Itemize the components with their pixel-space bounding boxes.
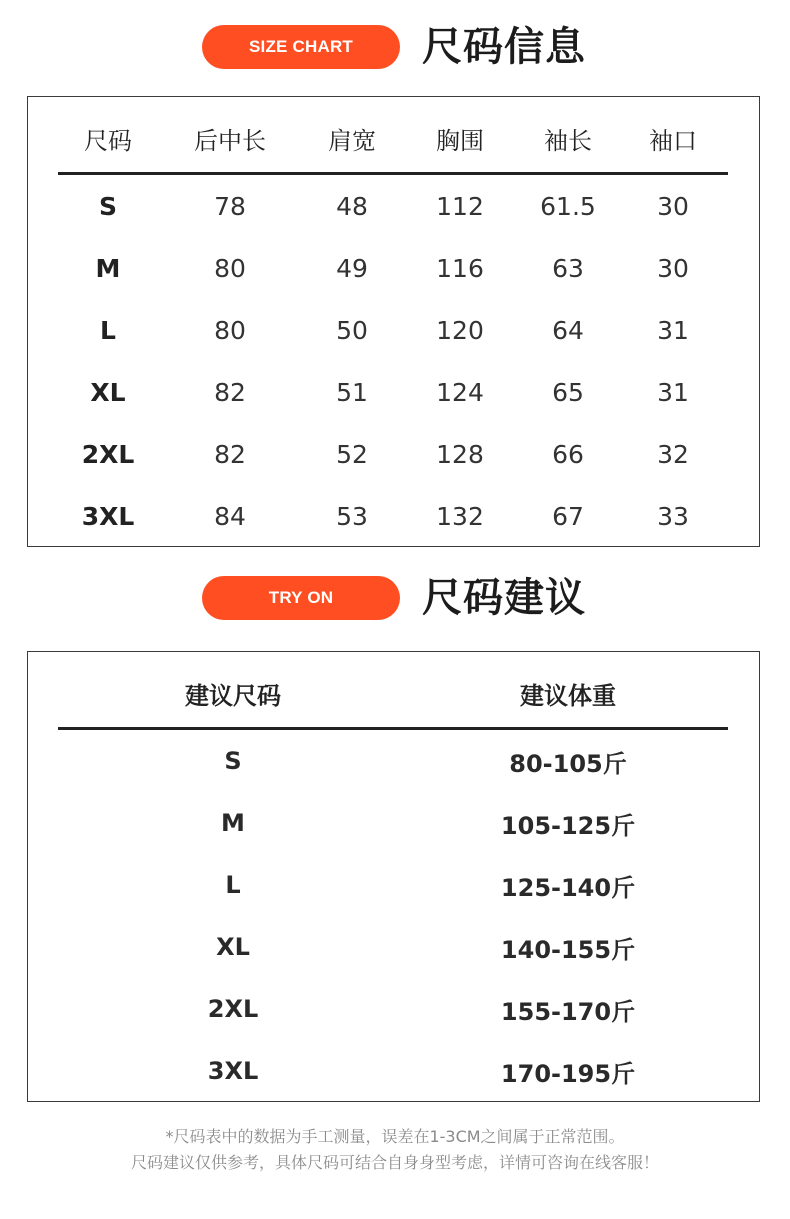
header-sleeve-length: 袖长 — [518, 104, 618, 174]
cell-chest: 132 — [436, 501, 484, 531]
table-row — [58, 916, 728, 978]
cell-weight: 125-140斤 — [500, 873, 636, 902]
table-row — [58, 423, 728, 485]
cell-cuff: 32 — [657, 439, 689, 469]
table-row — [58, 729, 728, 793]
cell-cuff: 31 — [657, 377, 689, 407]
cell-size: XL — [90, 377, 126, 407]
cell-size: 3XL — [81, 501, 135, 531]
cell-cuff: 30 — [657, 191, 689, 221]
cell-chest: 116 — [436, 253, 484, 283]
table-row — [58, 485, 728, 547]
try-on-box — [27, 651, 760, 1102]
cell-cuff: 30 — [657, 253, 689, 283]
cell-size: M — [221, 809, 245, 837]
table-row — [58, 978, 728, 1040]
cell-shoulder: 51 — [336, 377, 368, 407]
size-chart-header — [0, 18, 790, 78]
header-cuff: 袖口 — [618, 104, 728, 174]
header-suggested-size: 建议尺码 — [58, 659, 408, 729]
cell-shoulder: 48 — [336, 191, 368, 221]
table-row — [58, 854, 728, 916]
cell-weight: 170-195斤 — [500, 1059, 636, 1088]
table-row — [58, 1040, 728, 1102]
cell-weight: 140-155斤 — [500, 935, 636, 964]
cell-chest: 120 — [436, 315, 484, 345]
cell-sleeve-length: 61.5 — [540, 191, 596, 221]
table-row — [58, 174, 728, 238]
cell-size: S — [98, 191, 117, 221]
header-suggested-weight: 建议体重 — [408, 659, 728, 729]
size-chart-title: 尺码信息 — [422, 24, 586, 70]
try-on-title: 尺码建议 — [422, 575, 586, 621]
cell-sleeve-length: 64 — [552, 315, 584, 345]
cell-cuff: 33 — [657, 501, 689, 531]
size-chart-header-row — [58, 104, 728, 174]
header-shoulder: 肩宽 — [302, 104, 402, 174]
cell-chest: 124 — [436, 377, 484, 407]
size-chart-table — [58, 104, 728, 547]
cell-shoulder: 50 — [336, 315, 368, 345]
cell-sleeve-length: 63 — [552, 253, 584, 283]
cell-back-length: 80 — [214, 253, 246, 283]
cell-cuff: 31 — [657, 315, 689, 345]
try-on-header-row — [58, 659, 728, 729]
cell-back-length: 80 — [214, 315, 246, 345]
try-on-badge: TRY ON — [202, 576, 400, 620]
cell-back-length: 82 — [214, 439, 246, 469]
measurement-note: *尺码表中的数据为手工测量，误差在1-3CM之间属于正常范围。 — [165, 1127, 625, 1146]
cell-size: XL — [216, 933, 250, 961]
cell-chest: 112 — [436, 191, 484, 221]
cell-size: L — [225, 871, 241, 899]
cell-chest: 128 — [436, 439, 484, 469]
cell-back-length: 82 — [214, 377, 246, 407]
cell-sleeve-length: 67 — [552, 501, 584, 531]
cell-weight: 80-105斤 — [509, 749, 627, 778]
cell-shoulder: 49 — [336, 253, 368, 283]
size-chart-box — [27, 96, 760, 547]
cell-size: M — [95, 253, 121, 283]
cell-back-length: 78 — [214, 191, 246, 221]
header-size: 尺码 — [58, 104, 158, 174]
cell-shoulder: 52 — [336, 439, 368, 469]
cell-sleeve-length: 66 — [552, 439, 584, 469]
cell-size: 3XL — [207, 1057, 259, 1085]
table-row — [58, 299, 728, 361]
cell-size: 2XL — [81, 439, 135, 469]
try-on-table — [58, 659, 728, 1102]
advice-note: 尺码建议仅供参考，具体尺码可结合自身身型考虑，详情可咨询在线客服！ — [130, 1153, 659, 1172]
table-row — [58, 361, 728, 423]
table-row — [58, 792, 728, 854]
header-back-length: 后中长 — [158, 104, 302, 174]
header-chest: 胸围 — [402, 104, 518, 174]
cell-size: L — [100, 315, 116, 345]
cell-size: S — [224, 747, 242, 775]
cell-weight: 155-170斤 — [500, 997, 636, 1026]
cell-weight: 105-125斤 — [500, 811, 636, 840]
cell-shoulder: 53 — [336, 501, 368, 531]
table-row — [58, 237, 728, 299]
cell-size: 2XL — [207, 995, 259, 1023]
size-chart-badge: SIZE CHART — [202, 25, 400, 69]
cell-sleeve-length: 65 — [552, 377, 584, 407]
cell-back-length: 84 — [214, 501, 246, 531]
try-on-header — [0, 569, 790, 629]
